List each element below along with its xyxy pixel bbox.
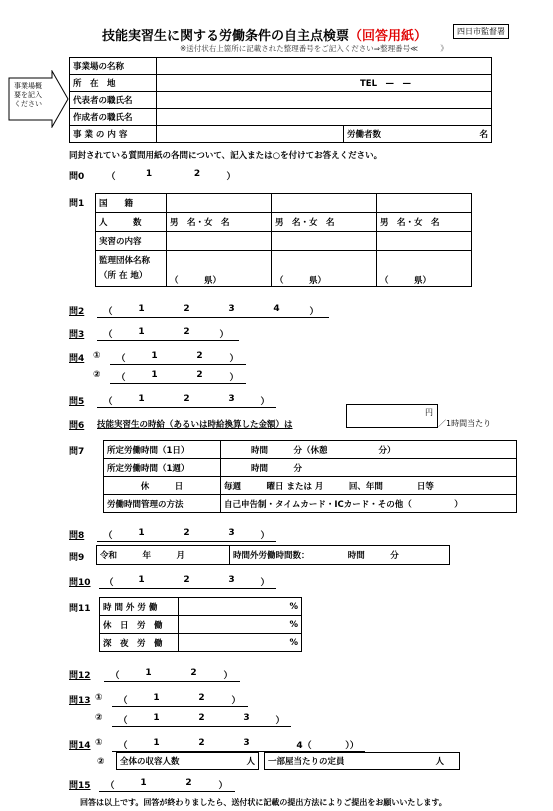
q6-label: 問6 xyxy=(69,421,85,431)
q1-label: 問1 xyxy=(69,199,85,209)
rep-field[interactable] xyxy=(157,92,492,109)
side-arrow-text: 事業場概要を記入ください xyxy=(14,82,42,108)
q2-label: 問2 xyxy=(69,307,85,317)
q14-room-field[interactable]: 一部屋当たりの定員 人 xyxy=(265,753,460,770)
workers-unit: 名 xyxy=(479,130,488,140)
q2-options[interactable]: （ 1 2 3 4 ） xyxy=(97,304,329,318)
address-field[interactable] xyxy=(157,75,492,92)
q4-sub2: ② xyxy=(93,370,101,380)
business-field[interactable] xyxy=(157,126,344,143)
q10-options[interactable]: （ 1 2 3 ） xyxy=(99,575,276,589)
q13-label: 問13 xyxy=(69,696,91,706)
q1-table xyxy=(95,193,472,287)
name-label: 事業場の名称 xyxy=(70,58,157,75)
q1-org-1[interactable]: （ 県） xyxy=(167,251,272,287)
q9-table xyxy=(96,545,450,565)
q8-label: 問8 xyxy=(69,531,85,541)
q1-org-label: 監理団体名称 （所 在 地） xyxy=(96,251,167,287)
q14-1-options[interactable]: （ 1 2 3 4（ ）） xyxy=(112,738,365,752)
q7-r3-label: 休 日 xyxy=(104,477,221,495)
q7-r3-field[interactable]: 毎週 曜日 または 月 回、年間 日等 xyxy=(221,477,517,495)
q1-org-2[interactable]: （ 県） xyxy=(272,251,377,287)
q1-nationality-label: 国 籍 xyxy=(96,194,167,213)
q14-capacity-field[interactable]: 全体の収容人数 人 xyxy=(117,753,259,770)
q10-label: 問10 xyxy=(69,578,91,588)
business-label: 事 業 の 内 容 xyxy=(70,126,157,143)
q4-sub1: ① xyxy=(93,351,101,361)
form-title: 技能実習生に関する労働条件の自主点検票（回答用紙） xyxy=(102,29,428,44)
q1-content-2[interactable] xyxy=(272,232,377,251)
office-box: 四日市監督署 xyxy=(453,24,509,39)
q13-1-options[interactable]: （ 1 2 ） xyxy=(112,693,248,707)
q14-sub2: ② xyxy=(97,757,105,767)
q3-label: 問3 xyxy=(69,330,85,340)
q1-nat-2[interactable] xyxy=(272,194,377,213)
q1-org-3[interactable]: （ 県） xyxy=(377,251,472,287)
q0-label: 問0 xyxy=(69,172,85,182)
workers-field[interactable] xyxy=(410,126,492,143)
q14-label: 問14 xyxy=(69,741,91,751)
q4-1-options[interactable]: （ 1 2 ） xyxy=(110,351,246,365)
q9-label: 問9 xyxy=(69,553,85,563)
q7-table xyxy=(103,440,517,513)
q11-night-field[interactable]: % xyxy=(179,634,302,652)
company-table xyxy=(69,57,492,143)
q14-sub1: ① xyxy=(95,738,103,748)
q11-label: 問11 xyxy=(69,604,91,614)
name-field[interactable] xyxy=(157,58,492,75)
q11-holiday-label: 休 日 労 働 xyxy=(100,616,179,634)
q6-per-hour: ／1時間当たり xyxy=(438,419,492,428)
q8-options[interactable]: （ 1 2 3 ） xyxy=(97,528,276,542)
q4-2-options[interactable]: （ 1 2 ） xyxy=(110,370,246,384)
q0-options[interactable]: （ 1 2 ） xyxy=(106,169,236,182)
title-sub: （回答用紙） xyxy=(349,29,428,44)
q7-r4-label: 労働時間管理の方法 xyxy=(104,495,221,513)
q14-capacity-box xyxy=(116,752,259,770)
q11-night-label: 深 夜 労 働 xyxy=(100,634,179,652)
q1-content-label: 実習の内容 xyxy=(96,232,167,251)
q11-overtime-field[interactable]: % xyxy=(179,598,302,616)
q5-options[interactable]: （ 1 2 3 ） xyxy=(97,394,276,408)
workers-label: 労働者数 xyxy=(344,126,411,143)
q5-label: 問5 xyxy=(69,397,85,407)
q9-era-field[interactable]: 令和 年 月 xyxy=(97,546,230,565)
q6-wage-input[interactable] xyxy=(346,404,438,428)
q1-people-1[interactable]: 男 名・女 名 xyxy=(167,213,272,232)
intro: 同封されている質問用紙の各問について、記入または○を付けてお答えください。 xyxy=(69,151,383,161)
q14-room-box xyxy=(264,752,460,770)
address-label: 所 在 地 xyxy=(70,75,157,92)
q11-holiday-field[interactable]: % xyxy=(179,616,302,634)
q13-2-options[interactable]: （ 1 2 3 ） xyxy=(112,713,291,727)
q6-yen: 円 xyxy=(425,408,433,417)
q6-text: 技能実習生の時給（あるいは時給換算した金額）は xyxy=(97,420,293,430)
q1-content-3[interactable] xyxy=(377,232,472,251)
q15-options[interactable]: （ 1 2 ） xyxy=(99,778,235,792)
q1-content-1[interactable] xyxy=(167,232,272,251)
q3-options[interactable]: （ 1 2 ） xyxy=(97,327,239,341)
q4-label: 問4 xyxy=(69,354,85,364)
tel-label: TEL — — xyxy=(360,79,412,89)
note: ※送付状右上箇所に記載された整理番号をご記入ください⇒整理番号≪ 》 xyxy=(180,44,448,53)
q13-sub2: ② xyxy=(95,713,103,723)
q1-nat-3[interactable] xyxy=(377,194,472,213)
q11-overtime-label: 時 間 外 労 働 xyxy=(100,598,179,616)
q7-r2-field[interactable]: 時間 分 xyxy=(221,459,517,477)
q12-options[interactable]: （ 1 2 ） xyxy=(104,668,240,682)
q7-r4-field[interactable]: 自己申告制・タイムカード・ICカード・その他（ ） xyxy=(221,495,517,513)
q11-table xyxy=(99,597,302,652)
q7-r1-label: 所定労働時間（1日） xyxy=(104,441,221,459)
author-label: 作成者の職氏名 xyxy=(70,109,157,126)
q7-label: 問7 xyxy=(69,447,85,457)
q13-sub1: ① xyxy=(95,693,103,703)
q1-people-label: 人 数 xyxy=(96,213,167,232)
q1-people-2[interactable]: 男 名・女 名 xyxy=(272,213,377,232)
q9-overtime-field[interactable]: 時間外労働時間数： 時間 分 xyxy=(230,546,450,565)
q12-label: 問12 xyxy=(69,671,91,681)
author-field[interactable] xyxy=(157,109,492,126)
footer: 回答は以上です。回答が終わりましたら、送付状に記載の提出方法によりご提出をお願いいたします。 xyxy=(80,798,447,807)
q1-nat-1[interactable] xyxy=(167,194,272,213)
q1-people-3[interactable]: 男 名・女 名 xyxy=(377,213,472,232)
q7-r2-label: 所定労働時間（1週） xyxy=(104,459,221,477)
q7-r1-field[interactable]: 時間 分（休憩 分） xyxy=(221,441,517,459)
q15-label: 問15 xyxy=(69,781,91,791)
rep-label: 代表者の職氏名 xyxy=(70,92,157,109)
